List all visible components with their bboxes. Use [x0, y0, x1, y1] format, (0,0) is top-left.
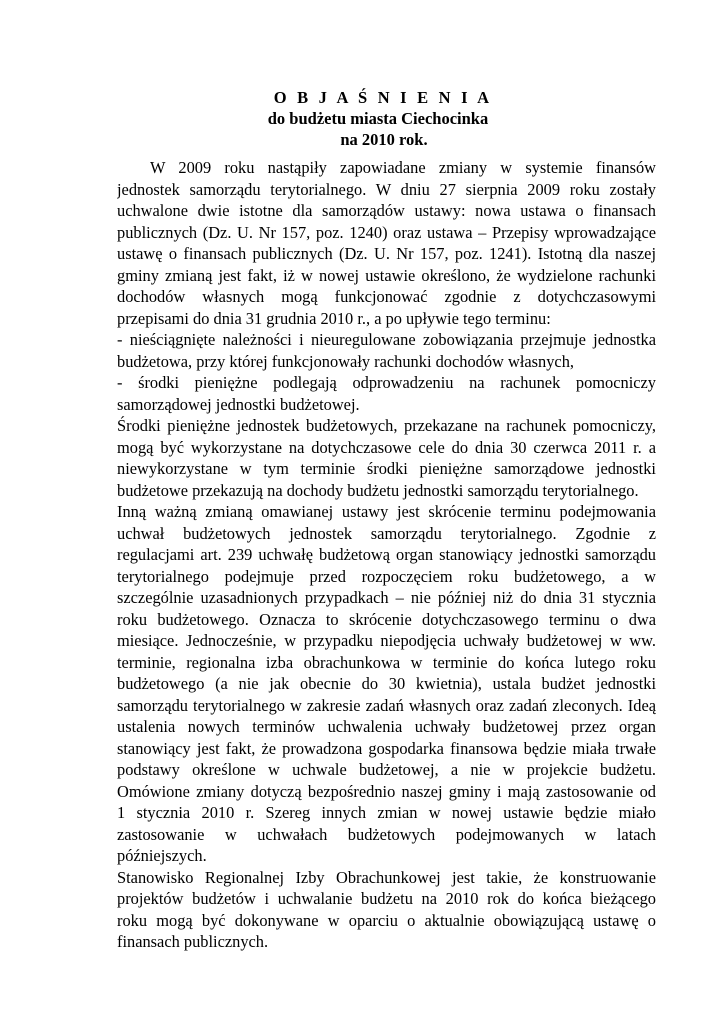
text-line: ustalenia nowych terminów uchwalenia uchwały budżetowej przez organ — [117, 717, 656, 736]
text-line: roku budżetowego. Oznacza to skrócenie dotychczasowego terminu o dwa — [117, 609, 656, 629]
text-line: przepisami do dnia 31 grudnia 2010 r., a po upływie tego terminu: — [117, 308, 551, 328]
text-line: budżetowa, przy której funkcjonowały rachunki dochodów własnych, — [117, 351, 574, 371]
text-line: budżetowego (a nie jak obecnie do 30 kwietnia), ustala budżet jednostki — [117, 674, 656, 693]
text-line: W 2009 roku nastąpiły zapowiadane zmiany w systemie finansów — [150, 158, 656, 177]
text-line: dochodów własnych mogą funkcjonować zgodnie z dotychczasowymi — [117, 287, 656, 306]
text-line: miesiące. Jednocześnie, w przypadku niepodjęcia uchwały budżetowej w ww. — [117, 631, 656, 650]
text-line: 1 stycznia 2010 r. Szereg innych zmian w nowej ustawie będzie miało — [117, 803, 656, 822]
text-line: samorządu terytorialnego w zakresie zadań własnych oraz zadań zleconych. Ideą — [117, 695, 656, 715]
title-subject: do budżetu miasta Ciechocinka — [267, 109, 489, 128]
text-line: terminie, regionalna izba obrachunkowa w terminie do końca lutego roku — [117, 652, 656, 672]
text-line: regulacjami art. 239 uchwałę budżetową organ stanowiący jednostki samorządu — [117, 545, 656, 564]
text-line: - nieściągnięte należności i nieuregulowane zobowiązania przejmuje jednostka — [117, 330, 656, 349]
text-line: finansach publicznych. — [117, 932, 269, 951]
text-line: Środki pieniężne jednostek budżetowych, przekazane na rachunek pomocniczy, — [117, 416, 656, 435]
text-line: jednostek samorządu terytorialnego. W dniu 27 sierpnia 2009 roku zostały — [117, 179, 656, 199]
text-line: publicznych (Dz. U. Nr 157, poz. 1240) oraz ustawa – Przepisy wprowadzające — [117, 222, 656, 242]
text-line: mogą być wykorzystane na dotychczasowe cele do dnia 30 czerwca 2011 r. a — [117, 437, 656, 457]
text-line: stanowiący jest fakt, że prowadzona gospodarka finansowa będzie miała trwałe — [117, 738, 656, 758]
text-line: ustawę o finansach publicznych (Dz. U. Nr 157, poz. 1241). Istotną dla naszej — [117, 244, 656, 263]
text-line: gminy zmianą jest fakt, iż w nowej ustawie określono, że wydzielone rachunki — [117, 265, 656, 285]
title-year: na 2010 rok. — [340, 130, 428, 149]
text-line: zastosowanie w uchwałach budżetowych podejmowanych w latach — [117, 824, 656, 844]
text-line: - środki pieniężne podlegają odprowadzeniu na rachunek pomocniczy — [117, 373, 656, 392]
text-line: szczególnie uzasadnionych przypadkach – nie później niż do dnia 31 stycznia — [117, 588, 656, 607]
text-line: Inną ważną zmianą omawianej ustawy jest skrócenie terminu podejmowania — [117, 502, 656, 521]
text-line: projektów budżetów i uchwalanie budżetu na 2010 rok do końca bieżącego — [117, 889, 656, 908]
document-body — [117, 157, 656, 953]
title-heading: O B J A Ś N I E N I A — [273, 88, 493, 107]
text-line: późniejszych. — [117, 846, 207, 865]
text-line: Stanowisko Regionalnej Izby Obrachunkowej jest takie, że konstruowanie — [117, 867, 656, 887]
text-line: roku mogą być dokonywane w oparciu o aktualnie obowiązującą ustawę o — [117, 910, 656, 930]
text-line: terytorialnego podejmuje przed rozpoczęciem roku budżetowego, a w — [117, 566, 656, 586]
text-line: uchwalone dwie istotne dla samorządów ustawy: nowa ustawa o finansach — [117, 201, 656, 220]
text-line: niewykorzystane w tym terminie środki pieniężne samorządowe jednostki — [117, 459, 656, 478]
text-line: samorządowej jednostki budżetowej. — [117, 394, 360, 414]
text-line: uchwał budżetowych jednostek samorządu terytorialnego. Zgodnie z — [117, 523, 656, 543]
text-line: podstawy określone w uchwale budżetowej, a nie w projekcie budżetu. — [117, 760, 656, 779]
document-title — [0, 87, 724, 150]
text-line: Omówione zmiany dotyczą bezpośrednio naszej gminy i mają zastosowanie od — [117, 781, 656, 801]
text-line: budżetowe przekazują na dochody budżetu jednostki samorządu terytorialnego. — [117, 480, 639, 500]
